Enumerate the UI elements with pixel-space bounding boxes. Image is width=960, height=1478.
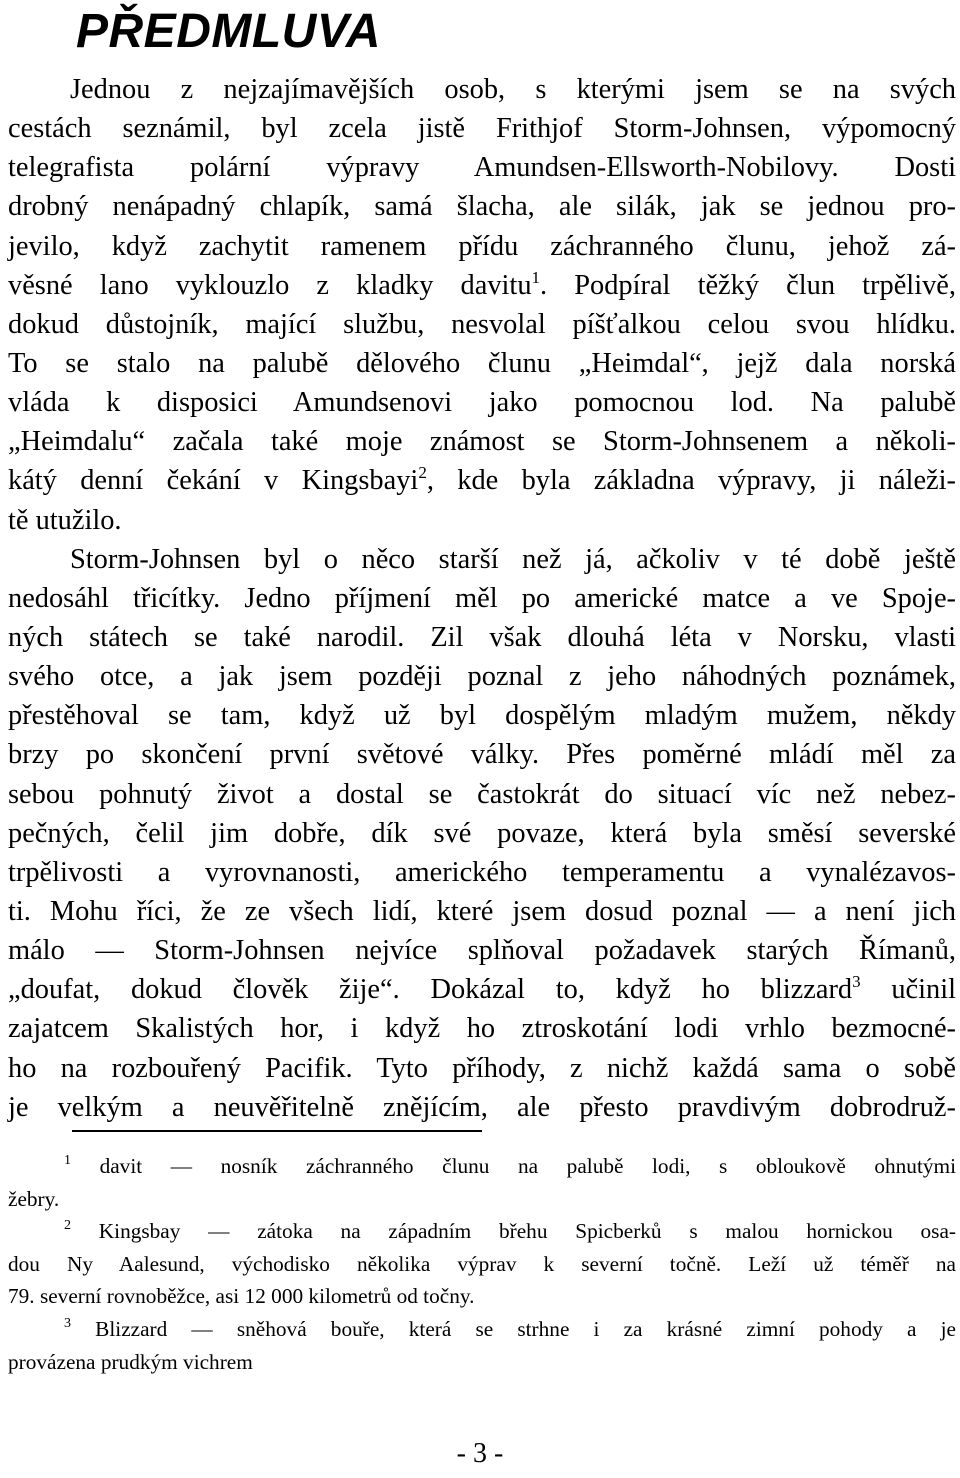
text-line: cestách seznámil, byl zcela jistě Frithjof Storm-Johnsen, výpomocný	[8, 113, 956, 145]
text-line: trpělivosti a vyrovnanosti, amerického temperamentu a vynalézavos-	[8, 856, 956, 888]
page-title: PŘEDMLUVA	[76, 5, 381, 58]
text-line: je velkým a neuvěřitelně znějícím, ale přesto pravdivým dobrodruž-	[8, 1091, 956, 1123]
text-line: zajatcem Skalistých hor, i když ho ztroskotání lodi vrhlo bezmocné-	[8, 1013, 956, 1045]
text-line	[8, 970, 956, 1009]
text-line: nedosáhl třicítky. Jedno příjmení měl po americké matce a ve Spoje-	[8, 582, 956, 614]
footnote-line: provázena prudkým vichrem	[8, 1349, 253, 1374]
text-line: jevilo, když zachytit ramenem přídu záchranného člunu, jehož zá-	[8, 230, 956, 262]
footnote-separator	[72, 1130, 482, 1132]
text-line: „Heimdalu“ začala také moje známost se Storm-Johnsenem a několi-	[8, 426, 956, 458]
text-line: pečných, čelil jim dobře, dík své povaze, která byla směsí severské	[8, 817, 956, 849]
footnote-ref-2: 2	[418, 463, 427, 483]
footnote-ref-3: 3	[852, 972, 861, 992]
footnote-line: dou Ny Aalesund, východisko několika výprav k severní točně. Leží už téměř na	[8, 1251, 956, 1276]
text-line: telegrafista polární výpravy Amundsen-Ellsworth-Nobilovy. Dosti	[8, 152, 956, 184]
text-line: dokud důstojník, mající službu, nesvolal píšťalkou celou svou hlídku.	[8, 308, 956, 340]
text-line: Storm-Johnsen byl o něco starší než já, ačkoliv v té době ještě	[70, 543, 956, 575]
footnote-3	[8, 1313, 956, 1346]
text-line: ti. Mohu říci, že ze všech lidí, které jsem dosud poznal — a není jich	[8, 895, 956, 927]
footnote-line: 79. severní rovnoběžce, asi 12 000 kilometrů od točny.	[8, 1284, 475, 1309]
text-line: ných státech se také narodil. Zil však dlouhá léta v Norsku, vlasti	[8, 621, 956, 653]
text-line: vláda k disposici Amundsenovi jako pomocnou lod. Na palubě	[8, 387, 956, 419]
text-line: sebou pohnutý život a dostal se častokrát do situací víc než nebez-	[8, 778, 956, 810]
text-line: svého otce, a jak jsem později poznal z jeho náhodných poznámek,	[8, 661, 956, 693]
footnote-mark: 3	[64, 1315, 71, 1331]
footnote-text: Blizzard — sněhová bouře, která se strhne i za krásné zimní pohody a je	[95, 1316, 957, 1341]
text-fragment: kátý denní čekání v Kingsbayi	[8, 465, 419, 497]
footnotes	[8, 1150, 956, 1378]
footnote-mark: 2	[64, 1218, 71, 1234]
footnote-1	[8, 1150, 956, 1183]
text-line: přestěhoval se tam, když už byl dospělým mladým mužem, někdy	[8, 700, 956, 732]
footnote-text: Kingsbay — zátoka na západním břehu Spicberků s malou hornickou osa-	[98, 1219, 956, 1244]
footnote-line: žebry.	[8, 1186, 60, 1211]
text-line: drobný nenápadný chlapík, samá šlacha, ale silák, jak se jednou pro-	[8, 191, 956, 223]
text-line: Jednou z nejzajímavějších osob, s kterými jsem se na svých	[70, 74, 956, 105]
text-fragment: . Podpíral těžký člun trpělivě,	[540, 269, 956, 301]
text-line: málo — Storm-Johnsen nejvíce splňoval požadavek starých Římanů,	[8, 935, 956, 967]
footnote-2	[8, 1215, 956, 1248]
text-fragment: učinil	[860, 974, 956, 1006]
text-line: tě utužilo.	[8, 504, 122, 536]
footnote-text: davit — nosník záchranného člunu na palubě lodi, s obloukově ohnutými	[99, 1154, 957, 1178]
text-line: ho na rozbouřený Pacifik. Tyto příhody, z nichž každá sama o sobě	[8, 1052, 956, 1084]
text-line	[8, 461, 956, 500]
page-number: - 3 -	[456, 1438, 504, 1469]
text-fragment: , kde byla základna výpravy, ji náleži-	[426, 465, 956, 497]
footnote-ref-1: 1	[531, 267, 541, 287]
preface-text	[8, 70, 956, 1127]
text-fragment: „doufat, dokud člověk žije“. Dokázal to, když ho blizzard	[8, 974, 853, 1006]
text-line	[8, 266, 956, 305]
text-line: brzy po skončení první světové války. Přes poměrné mládí měl za	[8, 739, 956, 771]
text-line: To se stalo na palubě dělového člunu „Heimdal“, jejž dala norská	[8, 347, 956, 379]
footnote-mark: 1	[64, 1153, 71, 1168]
text-fragment: věsné lano vyklouzlo z kladky davitu	[8, 269, 532, 301]
